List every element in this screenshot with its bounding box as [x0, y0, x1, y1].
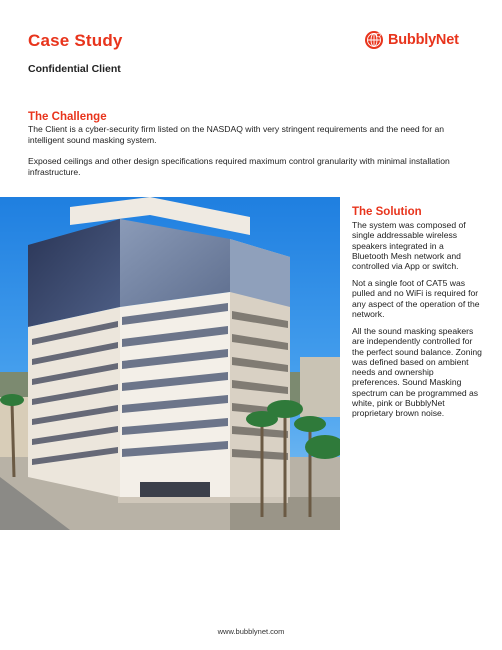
solution-paragraph: All the sound masking speakers are independently controlled for the perfect sound balance. Zoning was defined based on ambient needs and ownership preferences. Sound Masking spectrum can be programmed as white, pink or BubblyNet proprietary brown noise. — [352, 326, 482, 419]
building-illustration — [0, 197, 340, 530]
brand-logo — [364, 30, 459, 50]
challenge-paragraph: Exposed ceilings and other design specifications required maximum control granularity with minimal installation infrastructure. — [28, 156, 450, 177]
challenge-heading: The Challenge — [28, 111, 107, 123]
page-subtitle: Confidential Client — [28, 63, 121, 75]
footer-url[interactable]: www.bubblynet.com — [217, 627, 285, 636]
bubblynet-logo-icon — [364, 30, 384, 50]
challenge-paragraph: The Client is a cyber-security firm listed on the NASDAQ with very stringent requirements and the need for an intelligent sound masking system. — [28, 124, 445, 145]
page-title: Case Study — [28, 31, 123, 50]
solution-paragraph: Not a single foot of CAT5 was pulled and no WiFi is required for any aspect of the operation of the network. — [352, 278, 480, 319]
logo-text: BubblyNet — [388, 32, 459, 48]
solution-paragraph: The system was composed of single addressable wireless speakers integrated in a Bluetooth Mesh network and controlled via App or switch. — [352, 220, 466, 272]
office-building-photo — [0, 197, 340, 530]
solution-heading: The Solution — [352, 206, 422, 218]
